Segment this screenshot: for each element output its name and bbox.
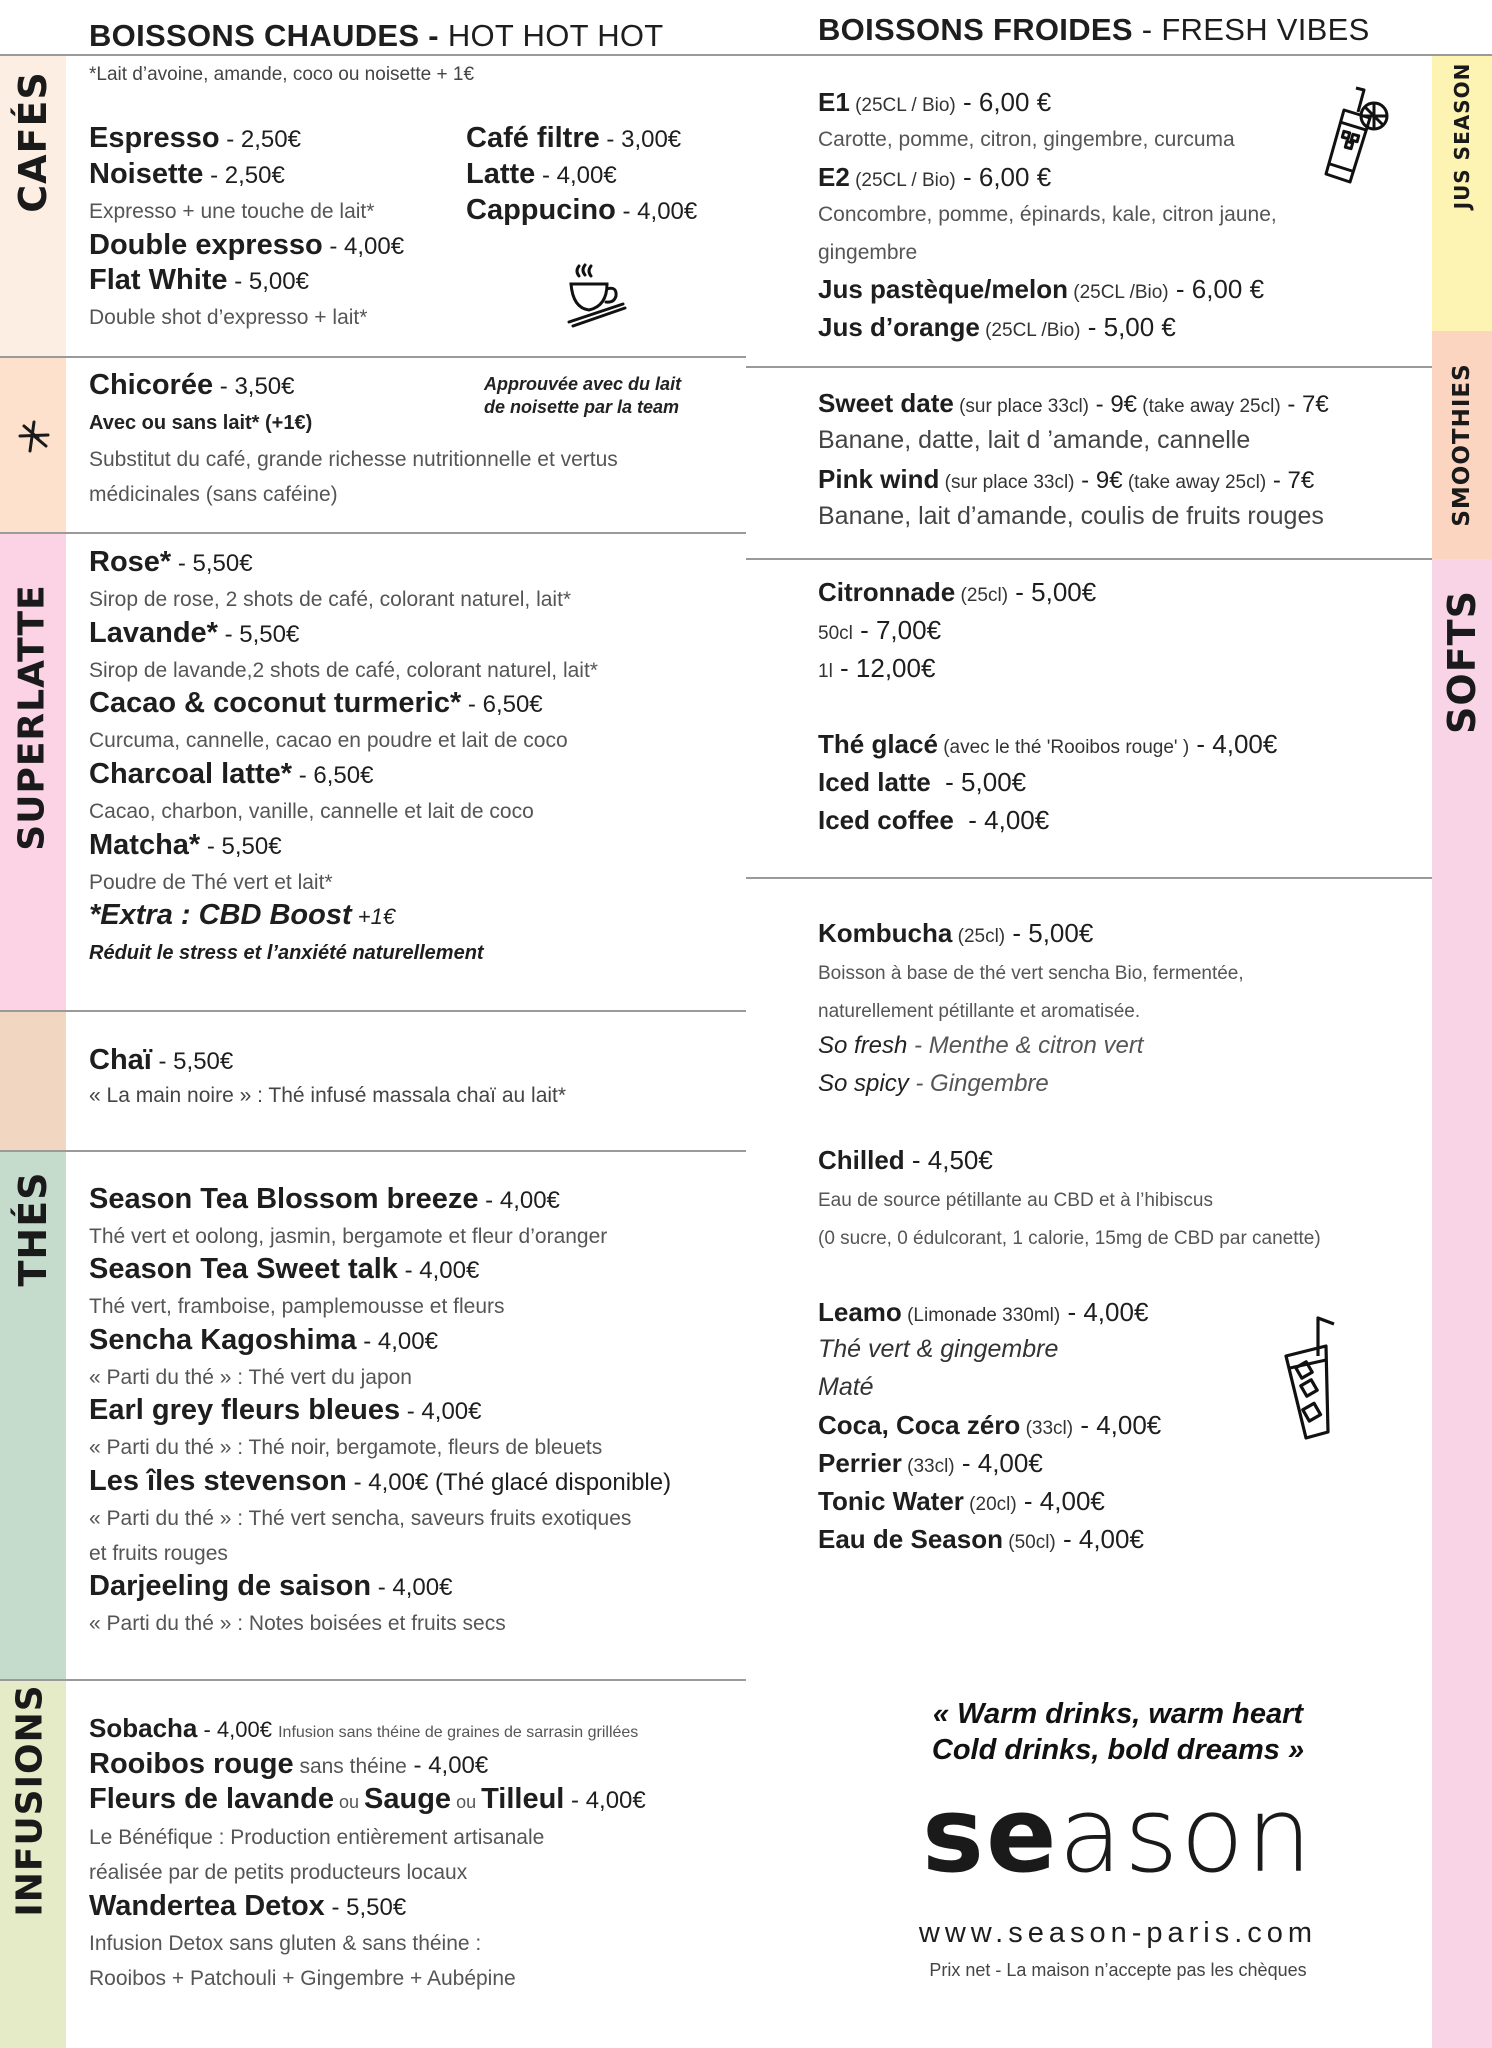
noisette-desc: Expresso + une touche de lait* bbox=[89, 200, 375, 223]
chilled-desc-1: Eau de source pétillante au CBD et à l’hibiscus bbox=[818, 1190, 1214, 1211]
menu-item-sobacha: Sobacha - 4,00€ Infusion sans théine de graines de sarrasin grillées bbox=[89, 1713, 639, 1743]
menu-item-double-expresso: Double expresso - 4,00€ bbox=[89, 229, 405, 261]
hot-drinks-title bbox=[89, 18, 664, 54]
hot-title-light: HOT HOT HOT bbox=[447, 18, 664, 53]
menu-item-cacao-coconut: Cacao & coconut turmeric* - 6,50€ bbox=[89, 687, 543, 719]
menu-item-chicoree: Chicorée - 3,50€ bbox=[89, 369, 295, 401]
menu-item-sweet-talk: Season Tea Sweet talk - 4,00€ bbox=[89, 1253, 480, 1285]
menu-item-earl-grey: Earl grey fleurs bleues - 4,00€ bbox=[89, 1394, 482, 1426]
iles-stevenson-desc-1: « Parti du thé » : Thé vert sencha, saveurs fruits exotiques bbox=[89, 1507, 632, 1530]
season-logo: season bbox=[922, 1774, 1314, 1896]
band-label-cafes: CAFÉS bbox=[11, 71, 55, 213]
menu-item-noisette: Noisette - 2,50€ bbox=[89, 158, 285, 190]
rule-softs-kombucha bbox=[746, 877, 1432, 879]
earl-grey-desc: « Parti du thé » : Thé noir, bergamote, fleurs de bleuets bbox=[89, 1436, 603, 1459]
menu-item-leamo: Leamo (Limonade 330ml) - 4,00€ bbox=[818, 1297, 1149, 1327]
rule-superlatte-chai bbox=[0, 1010, 746, 1012]
chai-desc: « La main noire » : Thé infusé massala chaï au lait* bbox=[89, 1084, 567, 1107]
chicoree-badge-2: de noisette par la team bbox=[484, 397, 680, 417]
website-link[interactable]: www.season-paris.com bbox=[918, 1917, 1318, 1949]
star-icon bbox=[16, 418, 52, 454]
menu-item-cafe-filtre: Café filtre - 3,00€ bbox=[466, 122, 682, 154]
benefique-desc-2: réalisée par de petits producteurs locaux bbox=[89, 1861, 468, 1884]
menu-item-lavande: Lavande* - 5,50€ bbox=[89, 617, 300, 649]
tagline-line-2: Cold drinks, bold dreams » bbox=[931, 1734, 1305, 1766]
menu-item-sweet-date: Sweet date (sur place 33cl) - 9€ (take away 25cl) - 7€ bbox=[818, 388, 1329, 418]
sweet-talk-desc: Thé vert, framboise, pamplemousse et fleurs bbox=[89, 1295, 505, 1318]
menu-item-chilled: Chilled - 4,50€ bbox=[818, 1145, 993, 1175]
menu-item-sencha-kagoshima: Sencha Kagoshima - 4,00€ bbox=[89, 1324, 438, 1356]
menu-item-coca: Coca, Coca zéro (33cl) - 4,00€ bbox=[818, 1410, 1162, 1440]
menu-item-eau-de-season: Eau de Season (50cl) - 4,00€ bbox=[818, 1524, 1144, 1554]
leamo-flavor-2: Maté bbox=[818, 1373, 874, 1401]
cold-title-sep: - bbox=[1132, 12, 1162, 47]
menu-item-matcha: Matcha* - 5,50€ bbox=[89, 829, 282, 861]
juice-glass-icon bbox=[1318, 86, 1390, 184]
header-rule bbox=[0, 54, 1492, 56]
chilled-desc-2: (0 sucre, 0 édulcorant, 1 calorie, 15mg de CBD par canette) bbox=[818, 1228, 1321, 1249]
e1-desc: Carotte, pomme, citron, gingembre, curcuma bbox=[818, 128, 1235, 151]
band-label-infusions: INFUSIONS bbox=[9, 1684, 51, 1917]
kombucha-so-fresh: So fresh - Menthe & citron vert bbox=[818, 1032, 1144, 1059]
rule-thes-infusions bbox=[0, 1679, 746, 1681]
chicoree-desc-1: Substitut du café, grande richesse nutritionnelle et vertus bbox=[89, 448, 618, 471]
band-label-softs: SOFTS bbox=[1440, 590, 1484, 734]
cold-drinks-title bbox=[818, 12, 1370, 48]
menu-item-cappucino: Cappucino - 4,00€ bbox=[466, 194, 698, 226]
menu-item-iles-stevenson: Les îles stevenson - 4,00€ (Thé glacé disponible) bbox=[89, 1465, 672, 1497]
rule-chicoree-superlatte bbox=[0, 532, 746, 534]
blossom-breeze-desc: Thé vert et oolong, jasmin, bergamote et fleur d’oranger bbox=[89, 1225, 608, 1248]
cbd-extra: *Extra : CBD Boost +1€ bbox=[89, 899, 396, 931]
menu-item-pink-wind: Pink wind (sur place 33cl) - 9€ (take away 25cl) - 7€ bbox=[818, 464, 1315, 494]
band-label-jus: JUS SEASON bbox=[1450, 62, 1474, 210]
menu-item-e2: E2 (25CL / Bio) - 6,00 € bbox=[818, 162, 1052, 192]
sencha-desc: « Parti du thé » : Thé vert du japon bbox=[89, 1366, 412, 1389]
wandertea-desc-2: Rooibos + Patchouli + Gingembre + Aubépine bbox=[89, 1967, 516, 1990]
menu-item-fleurs-sauge-tilleul: Fleurs de lavande ou Sauge ou Tilleul - 4,00€ bbox=[89, 1783, 646, 1815]
citronnade-50cl: 50cl - 7,00€ bbox=[818, 615, 942, 645]
menu-item-citronnade: Citronnade (25cl) - 5,00€ bbox=[818, 577, 1097, 607]
rose-desc: Sirop de rose, 2 shots de café, colorant naturel, lait* bbox=[89, 588, 572, 611]
cold-title-bold: BOISSONS FROIDES bbox=[818, 12, 1133, 47]
milk-note: *Lait d’avoine, amande, coco ou noisette + 1€ bbox=[89, 64, 475, 85]
cbd-extra-desc: Réduit le stress et l’anxiété naturellement bbox=[89, 942, 484, 964]
price-note: Prix net - La maison n’accepte pas les chèques bbox=[929, 1960, 1307, 1980]
flat-white-desc: Double shot d’expresso + lait* bbox=[89, 306, 368, 329]
menu-item-tonic-water: Tonic Water (20cl) - 4,00€ bbox=[818, 1486, 1105, 1516]
menu-item-e1: E1 (25CL / Bio) - 6,00 € bbox=[818, 87, 1052, 117]
menu-item-rooibos-rouge: Rooibos rouge sans théine - 4,00€ bbox=[89, 1748, 489, 1780]
charcoal-latte-desc: Cacao, charbon, vanille, cannelle et lait de coco bbox=[89, 800, 534, 823]
lavande-desc: Sirop de lavande,2 shots de café, colorant naturel, lait* bbox=[89, 659, 598, 682]
tagline bbox=[840, 1696, 1396, 1768]
menu-item-wandertea: Wandertea Detox - 5,50€ bbox=[89, 1890, 407, 1922]
hot-title-bold: BOISSONS CHAUDES bbox=[89, 18, 420, 53]
menu-item-iced-latte: Iced latte - 5,00€ bbox=[818, 767, 1027, 797]
menu-item-blossom-breeze: Season Tea Blossom breeze - 4,00€ bbox=[89, 1183, 560, 1215]
rule-cafes-chicoree bbox=[0, 356, 746, 358]
e2-desc-2: gingembre bbox=[818, 241, 918, 264]
chicoree-desc-2: médicinales (sans caféine) bbox=[89, 483, 338, 506]
cacao-coconut-desc: Curcuma, cannelle, cacao en poudre et lait de coco bbox=[89, 729, 568, 752]
menu-item-rose: Rose* - 5,50€ bbox=[89, 546, 253, 578]
e2-desc-1: Concombre, pomme, épinards, kale, citron jaune, bbox=[818, 203, 1277, 226]
menu-item-charcoal-latte: Charcoal latte* - 6,50€ bbox=[89, 758, 374, 790]
kombucha-desc-2: naturellement pétillante et aromatisée. bbox=[818, 1001, 1141, 1022]
menu-item-the-glace: Thé glacé (avec le thé 'Rooibos rouge' ) - 4,00€ bbox=[818, 729, 1278, 759]
chicoree-badge-1: Approuvée avec du lait bbox=[484, 374, 682, 394]
leamo-flavor-1: Thé vert & gingembre bbox=[818, 1335, 1059, 1363]
iced-drink-icon bbox=[1284, 1316, 1344, 1446]
coffee-cup-icon bbox=[565, 262, 635, 330]
wandertea-desc-1: Infusion Detox sans gluten & sans théine : bbox=[89, 1932, 482, 1955]
rule-smoothies-softs bbox=[746, 558, 1432, 560]
menu-item-espresso: Espresso - 2,50€ bbox=[89, 122, 301, 154]
band-label-superlatte: SUPERLATTE bbox=[11, 584, 53, 851]
iles-stevenson-desc-2: et fruits rouges bbox=[89, 1542, 228, 1565]
benefique-desc-1: Le Bénéfique : Production entièrement artisanale bbox=[89, 1826, 545, 1849]
citronnade-1l: 1l - 12,00€ bbox=[818, 653, 936, 683]
chicoree-sub: Avec ou sans lait* (+1€) bbox=[89, 412, 313, 434]
band-softs bbox=[1432, 559, 1492, 2048]
rule-jus-smoothies bbox=[746, 366, 1432, 368]
band-label-thes: THÉS bbox=[11, 1171, 55, 1287]
rule-chai-thes bbox=[0, 1150, 746, 1152]
hot-title-sep: - bbox=[419, 18, 448, 53]
menu-item-darjeeling: Darjeeling de saison - 4,00€ bbox=[89, 1570, 453, 1602]
sweet-date-desc: Banane, datte, lait d ’amande, cannelle bbox=[818, 426, 1251, 454]
menu-item-pasteque-melon: Jus pastèque/melon (25CL /Bio) - 6,00 € bbox=[818, 274, 1265, 304]
menu-item-iced-coffee: Iced coffee - 4,00€ bbox=[818, 805, 1050, 835]
pink-wind-desc: Banane, lait d’amande, coulis de fruits rouges bbox=[818, 502, 1324, 530]
darjeeling-desc: « Parti du thé » : Notes boisées et fruits secs bbox=[89, 1612, 506, 1635]
cold-title-light: FRESH VIBES bbox=[1161, 12, 1370, 47]
band-chai bbox=[0, 1011, 66, 1151]
menu-item-kombucha: Kombucha (25cl) - 5,00€ bbox=[818, 918, 1094, 948]
kombucha-so-spicy: So spicy - Gingembre bbox=[818, 1070, 1049, 1097]
menu-item-chai: Chaï - 5,50€ bbox=[89, 1044, 234, 1076]
band-label-smoothies: SMOOTHIES bbox=[1449, 363, 1475, 527]
matcha-desc: Poudre de Thé vert et lait* bbox=[89, 871, 333, 894]
menu-item-flat-white: Flat White - 5,00€ bbox=[89, 264, 309, 296]
menu-item-jus-orange: Jus d’orange (25CL /Bio) - 5,00 € bbox=[818, 312, 1176, 342]
menu-item-latte: Latte - 4,00€ bbox=[466, 158, 617, 190]
kombucha-desc-1: Boisson à base de thé vert sencha Bio, fermentée, bbox=[818, 963, 1244, 984]
tagline-line-1: « Warm drinks, warm heart bbox=[932, 1698, 1304, 1730]
menu-item-perrier: Perrier (33cl) - 4,00€ bbox=[818, 1448, 1043, 1478]
